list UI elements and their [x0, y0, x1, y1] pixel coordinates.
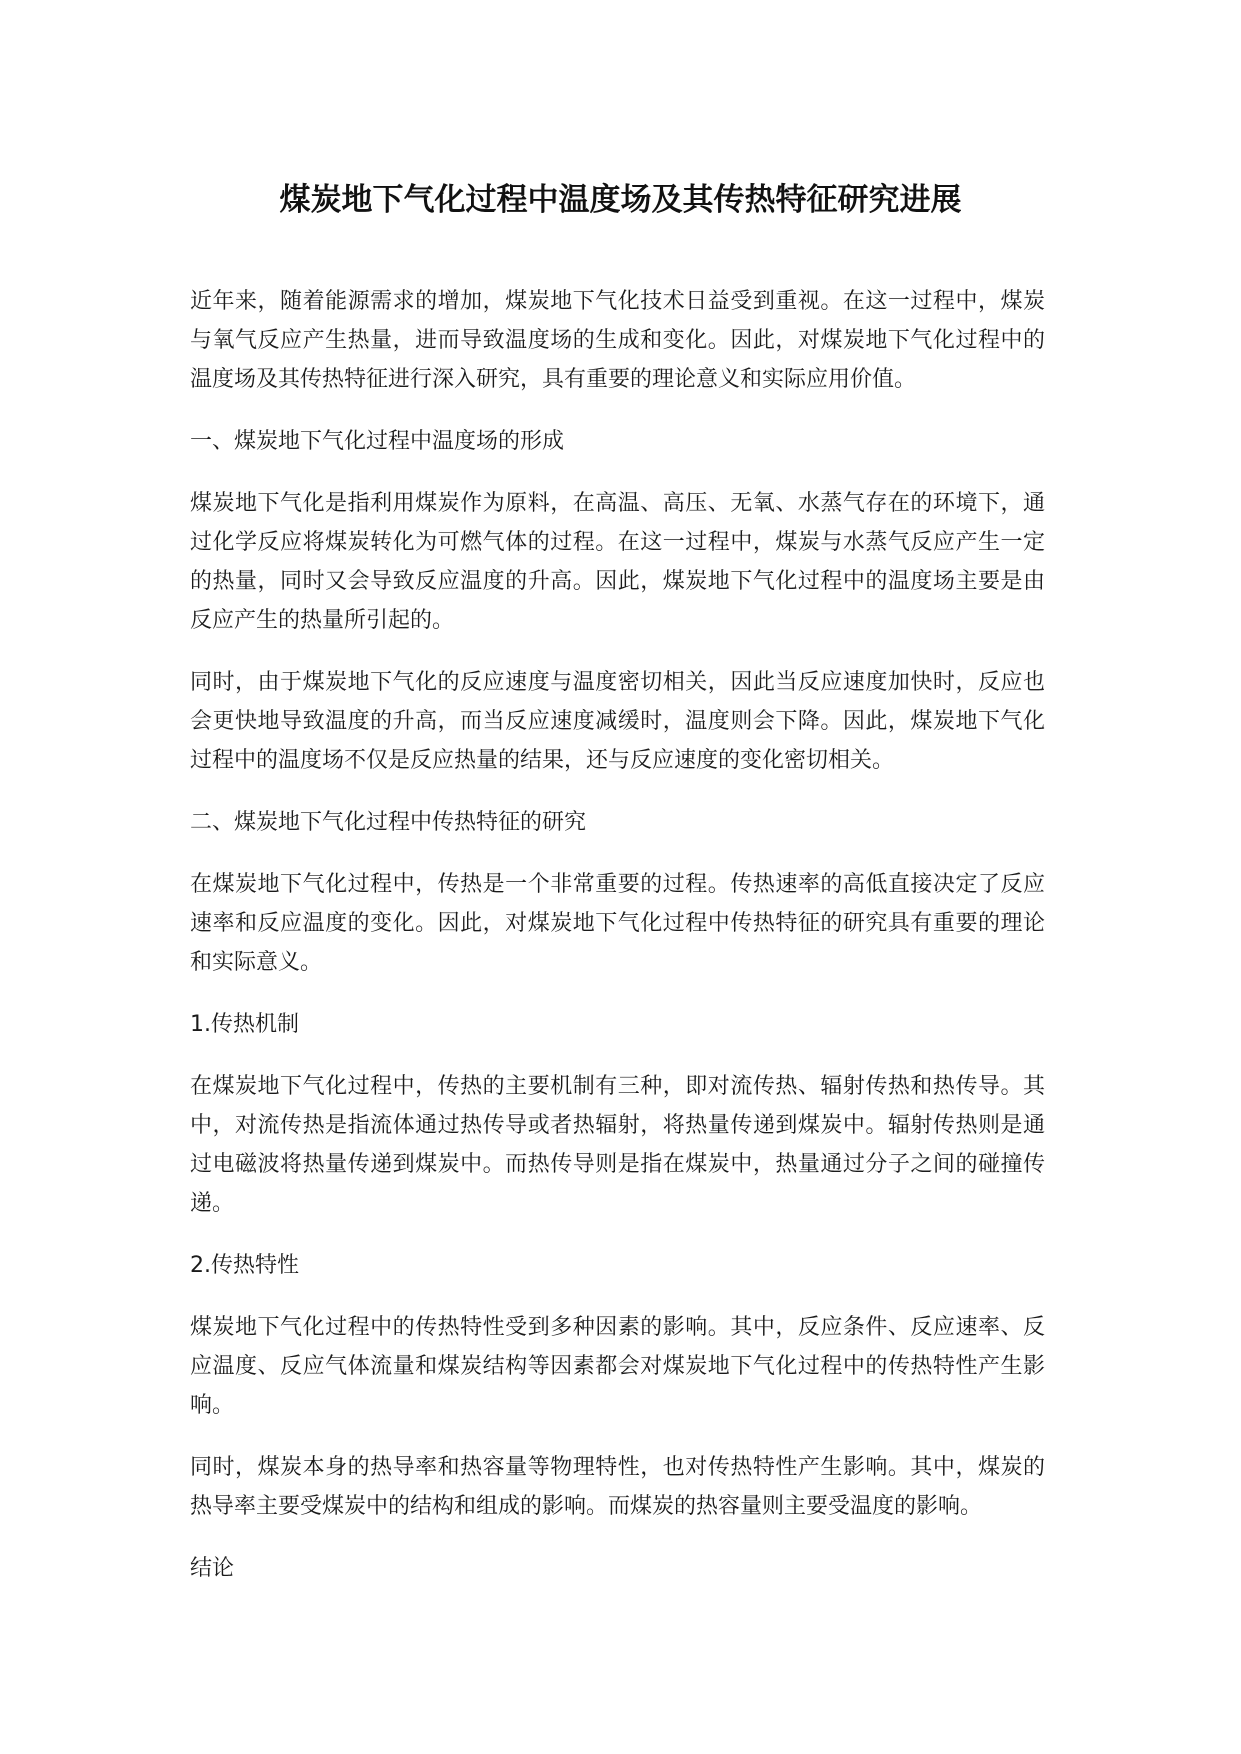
paragraph: 同时，煤炭本身的热导率和热容量等物理特性，也对传热特性产生影响。其中，煤炭的热导率主要受煤炭中的结构和组成的影响。而煤炭的热容量则主要受温度的影响。	[190, 1455, 1045, 1519]
section-heading-2: 二、煤炭地下气化过程中传热特征的研究	[190, 810, 587, 835]
paragraph: 在煤炭地下气化过程中，传热是一个非常重要的过程。传热速率的高低直接决定了反应速率和反应温度的变化。因此，对煤炭地下气化过程中传热特征的研究具有重要的理论和实际意义。	[190, 872, 1045, 975]
document-title: 煤炭地下气化过程中温度场及其传热特征研究进展	[279, 182, 962, 218]
subsection-heading-characteristics: 2.传热特性	[190, 1253, 299, 1278]
subsection-heading-mechanism: 1.传热机制	[190, 1012, 299, 1037]
section-heading-conclusion: 结论	[190, 1556, 235, 1581]
paragraph-intro: 近年来，随着能源需求的增加，煤炭地下气化技术日益受到重视。在这一过程中，煤炭与氧气反应产生热量，进而导致温度场的生成和变化。因此，对煤炭地下气化过程中的温度场及其传热特征进行深入研究，具有重要的理论意义和实际应用价值。	[190, 289, 1045, 392]
paragraph: 煤炭地下气化过程中的传热特性受到多种因素的影响。其中，反应条件、反应速率、反应温度、反应气体流量和煤炭结构等因素都会对煤炭地下气化过程中的传热特性产生影响。	[190, 1315, 1045, 1418]
section-heading-1: 一、煤炭地下气化过程中温度场的形成	[190, 429, 565, 454]
paragraph: 同时，由于煤炭地下气化的反应速度与温度密切相关，因此当反应速度加快时，反应也会更快地导致温度的升高，而当反应速度减缓时，温度则会下降。因此，煤炭地下气化过程中的温度场不仅是反应热量的结果，还与反应速度的变化密切相关。	[190, 670, 1045, 773]
paragraph: 煤炭地下气化是指利用煤炭作为原料，在高温、高压、无氧、水蒸气存在的环境下，通过化学反应将煤炭转化为可燃气体的过程。在这一过程中，煤炭与水蒸气反应产生一定的热量，同时又会导致反应温度的升高。因此，煤炭地下气化过程中的温度场主要是由反应产生的热量所引起的。	[190, 491, 1045, 633]
document-body	[190, 282, 1045, 1611]
paragraph: 在煤炭地下气化过程中，传热的主要机制有三种，即对流传热、辐射传热和热传导。其中，对流传热是指流体通过热传导或者热辐射，将热量传递到煤炭中。辐射传热则是通过电磁波将热量传递到煤炭中。而热传导则是指在煤炭中，热量通过分子之间的碰撞传递。	[190, 1074, 1045, 1216]
